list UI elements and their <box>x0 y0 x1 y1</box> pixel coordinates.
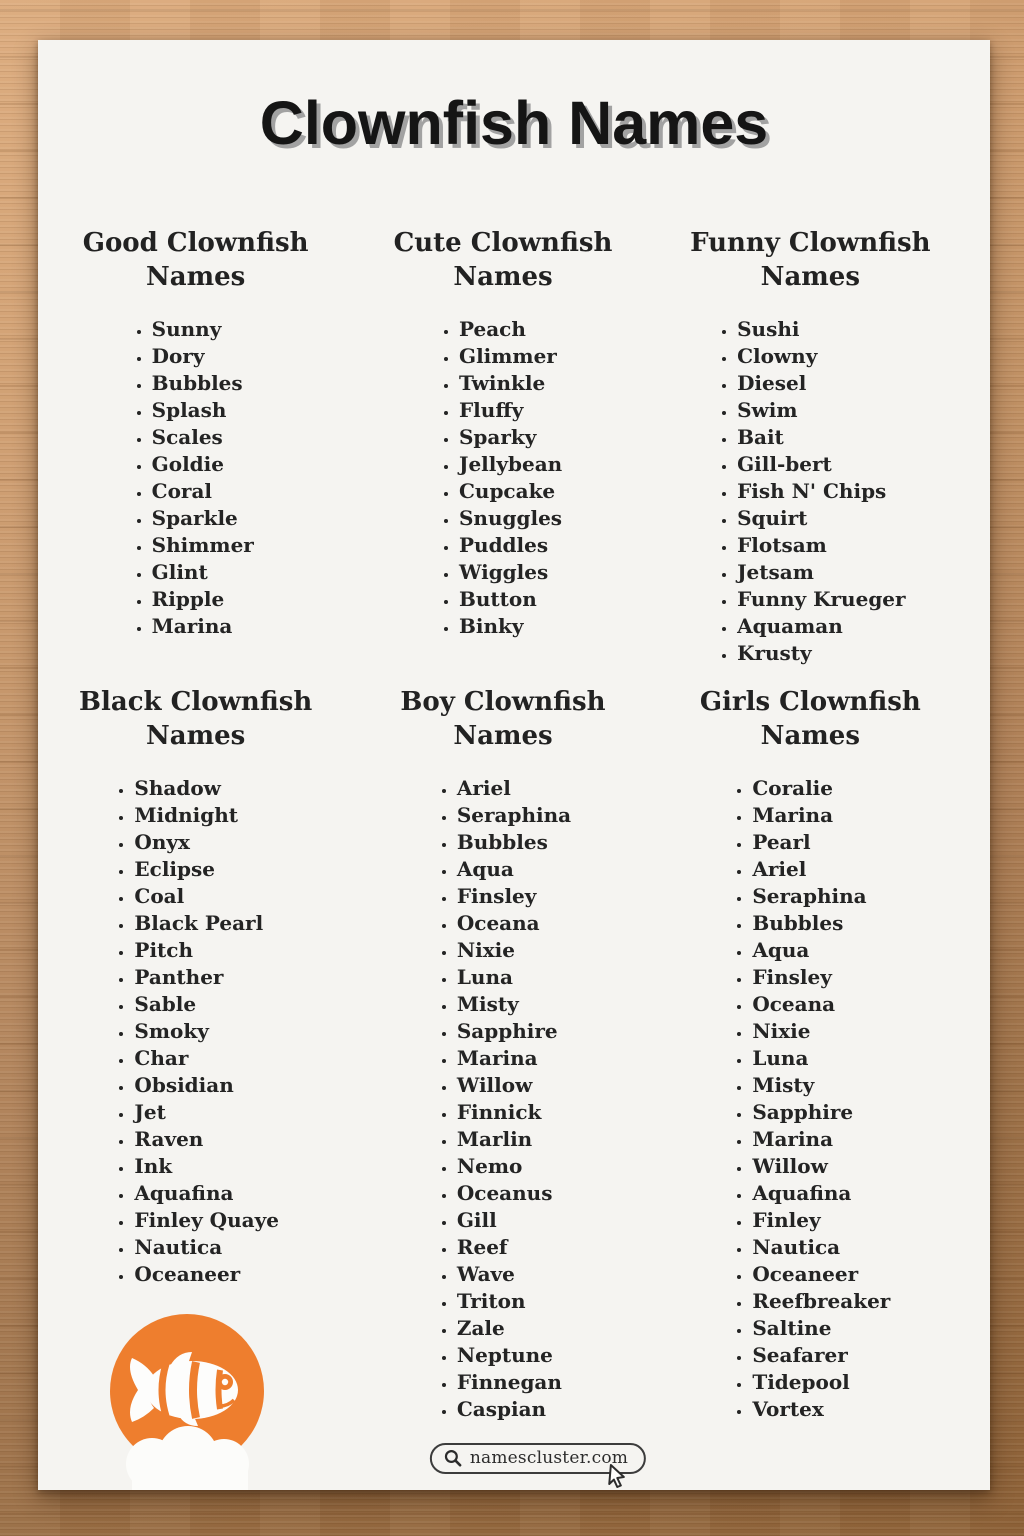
name-list <box>112 775 279 1288</box>
list-item: • Glint <box>152 559 262 586</box>
list-item: • Goldie <box>152 451 262 478</box>
list-item: • Fish N' Chips <box>737 478 906 505</box>
list-item: • Luna <box>457 964 571 991</box>
list-item: • Char <box>134 1045 279 1072</box>
list-item: • Aquafina <box>134 1180 279 1207</box>
list-item: • Obsidian <box>134 1072 279 1099</box>
list-item: • Pearl <box>752 829 890 856</box>
list-item: • Marina <box>152 613 262 640</box>
list-item: • Snuggles <box>459 505 569 532</box>
list-item: • Oceaneer <box>134 1261 279 1288</box>
site-badge[interactable] <box>430 1443 646 1474</box>
list-item: • Wiggles <box>459 559 569 586</box>
list-item: • Binky <box>459 613 569 640</box>
list-item: • Onyx <box>134 829 279 856</box>
list-item: • Seraphina <box>752 883 890 910</box>
list-item: • Zale <box>457 1315 571 1342</box>
list-item: • Bubbles <box>457 829 571 856</box>
list-item: • Oceanus <box>457 1180 571 1207</box>
search-icon <box>444 1449 462 1467</box>
section-funny-clownfish-names <box>657 226 964 667</box>
list-item: • Shimmer <box>152 532 262 559</box>
list-item: • Dory <box>152 343 262 370</box>
list-item: • Ariel <box>457 775 571 802</box>
name-sections-grid <box>38 226 990 1423</box>
section-good-clownfish-names <box>42 226 349 667</box>
site-url: namescluster.com <box>469 1448 629 1468</box>
list-item: • Cupcake <box>459 478 569 505</box>
list-item: • Raven <box>134 1126 279 1153</box>
list-item: • Aquaman <box>737 613 906 640</box>
list-item: • Misty <box>457 991 571 1018</box>
section-title: Girls Clownfish Names <box>699 687 921 751</box>
list-item: • Nemo <box>457 1153 571 1180</box>
list-item: • Aqua <box>457 856 571 883</box>
list-item: • Midnight <box>134 802 279 829</box>
list-item: • Vortex <box>752 1396 890 1423</box>
section-girls-clownfish-names <box>657 685 964 1423</box>
list-item: • Peach <box>459 316 569 343</box>
clownfish-icon <box>108 1312 266 1490</box>
list-item: • Sparkle <box>152 505 262 532</box>
cursor-icon <box>604 1463 630 1489</box>
list-item: • Finsley <box>752 964 890 991</box>
name-list <box>730 775 890 1423</box>
list-item: • Marina <box>752 802 890 829</box>
list-item: • Sparky <box>459 424 569 451</box>
list-item: • Jellybean <box>459 451 569 478</box>
section-title: Good Clownfish Names <box>82 228 309 292</box>
list-item: • Oceaneer <box>752 1261 890 1288</box>
list-item: • Ripple <box>152 586 262 613</box>
section-cute-clownfish-names <box>349 226 656 667</box>
name-list <box>437 316 569 640</box>
list-item: • Wave <box>457 1261 571 1288</box>
section-title: Cute Clownfish Names <box>393 228 613 292</box>
list-item: • Pitch <box>134 937 279 964</box>
list-item: • Puddles <box>459 532 569 559</box>
list-item: • Oceana <box>752 991 890 1018</box>
list-item: • Fluffy <box>459 397 569 424</box>
list-item: • Nixie <box>457 937 571 964</box>
list-item: • Scales <box>152 424 262 451</box>
page-title: Clownfish Names <box>259 89 769 157</box>
list-item: • Panther <box>134 964 279 991</box>
list-item: • Nixie <box>752 1018 890 1045</box>
poster-paper <box>38 40 990 1490</box>
list-item: • Oceana <box>457 910 571 937</box>
list-item: • Glimmer <box>459 343 569 370</box>
section-title: Funny Clownfish Names <box>690 228 931 292</box>
list-item: • Splash <box>152 397 262 424</box>
name-list <box>435 775 571 1423</box>
list-item: • Tidepool <box>752 1369 890 1396</box>
section-title: Black Clownfish Names <box>79 687 313 751</box>
list-item: • Jetsam <box>737 559 906 586</box>
list-item: • Gill-bert <box>737 451 906 478</box>
list-item: • Sable <box>134 991 279 1018</box>
list-item: • Reefbreaker <box>752 1288 890 1315</box>
list-item: • Diesel <box>737 370 906 397</box>
list-item: • Swim <box>737 397 906 424</box>
list-item: • Eclipse <box>134 856 279 883</box>
list-item: • Aqua <box>752 937 890 964</box>
list-item: • Coal <box>134 883 279 910</box>
list-item: • Marlin <box>457 1126 571 1153</box>
list-item: • Willow <box>752 1153 890 1180</box>
list-item: • Sapphire <box>457 1018 571 1045</box>
list-item: • Bubbles <box>152 370 262 397</box>
list-item: • Bait <box>737 424 906 451</box>
list-item: • Jet <box>134 1099 279 1126</box>
list-item: • Nautica <box>752 1234 890 1261</box>
section-boy-clownfish-names <box>349 685 656 1423</box>
list-item: • Button <box>459 586 569 613</box>
list-item: • Finley <box>752 1207 890 1234</box>
list-item: • Caspian <box>457 1396 571 1423</box>
list-item: • Black Pearl <box>134 910 279 937</box>
list-item: • Smoky <box>134 1018 279 1045</box>
list-item: • Finnegan <box>457 1369 571 1396</box>
list-item: • Aquafina <box>752 1180 890 1207</box>
list-item: • Funny Krueger <box>737 586 906 613</box>
list-item: • Finley Quaye <box>134 1207 279 1234</box>
list-item: • Nautica <box>134 1234 279 1261</box>
list-item: • Flotsam <box>737 532 906 559</box>
list-item: • Finsley <box>457 883 571 910</box>
list-item: • Clowny <box>737 343 906 370</box>
list-item: • Sushi <box>737 316 906 343</box>
list-item: • Neptune <box>457 1342 571 1369</box>
list-item: • Ariel <box>752 856 890 883</box>
list-item: • Willow <box>457 1072 571 1099</box>
list-item: • Bubbles <box>752 910 890 937</box>
list-item: • Marina <box>752 1126 890 1153</box>
list-item: • Seraphina <box>457 802 571 829</box>
list-item: • Squirt <box>737 505 906 532</box>
list-item: • Gill <box>457 1207 571 1234</box>
list-item: • Sapphire <box>752 1099 890 1126</box>
list-item: • Sunny <box>152 316 262 343</box>
list-item: • Marina <box>457 1045 571 1072</box>
section-title: Boy Clownfish Names <box>400 687 606 751</box>
list-item: • Twinkle <box>459 370 569 397</box>
name-list <box>715 316 906 667</box>
list-item: • Misty <box>752 1072 890 1099</box>
list-item: • Triton <box>457 1288 571 1315</box>
name-list <box>130 316 262 640</box>
list-item: • Krusty <box>737 640 906 667</box>
list-item: • Luna <box>752 1045 890 1072</box>
list-item: • Shadow <box>134 775 279 802</box>
list-item: • Saltine <box>752 1315 890 1342</box>
list-item: • Coralie <box>752 775 890 802</box>
list-item: • Finnick <box>457 1099 571 1126</box>
list-item: • Seafarer <box>752 1342 890 1369</box>
list-item: • Ink <box>134 1153 279 1180</box>
list-item: • Coral <box>152 478 262 505</box>
clownfish-logo <box>108 1312 266 1490</box>
list-item: • Reef <box>457 1234 571 1261</box>
